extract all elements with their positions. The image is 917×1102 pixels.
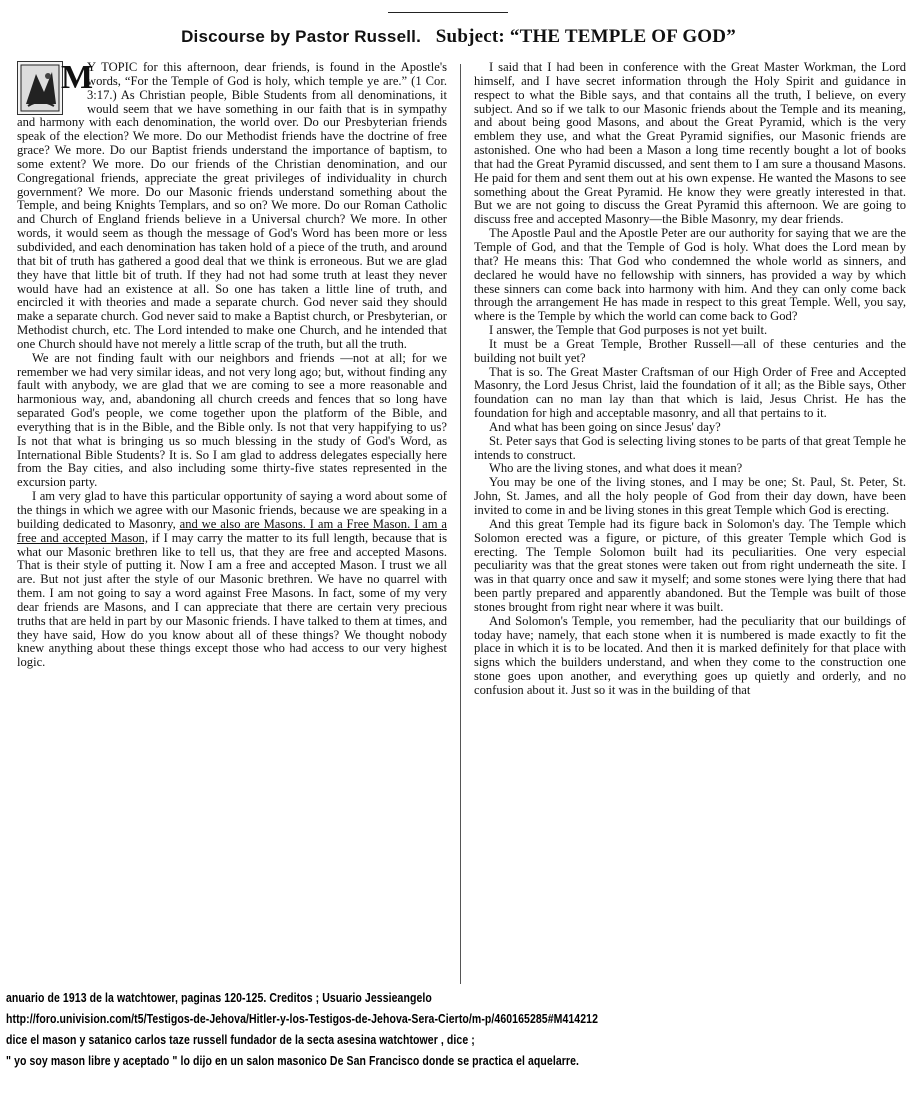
caption-comment: dice el mason y satanico carlos taze russell fundador de la secta asesina watchtower , dice ;: [6, 1033, 475, 1047]
paragraph: And Solomon's Temple, you remember, had the peculiarity that our buildings of today have; namely, that each stone when it is numbered is made exactly to fit the place in which it is to be located. And then it is marked definitely for that place with signs which the builders understand, and when they come to the construction one stone goes upon another, and everything goes up quietly and orderly, and no confusion about it. Just so it was in the building of that: [474, 613, 906, 697]
column-divider: [460, 64, 461, 984]
article-title: [0, 26, 917, 48]
paragraph: [17, 490, 447, 670]
paragraph: And what has been going on since Jesus' day?: [489, 419, 721, 434]
discourse-heading: Discourse by Pastor Russell.: [181, 27, 421, 46]
caption-url[interactable]: http://foro.univision.com/t5/Testigos-de-Jehova/Hitler-y-los-Testigos-de-Jehova-Sera-Cierto/m-p/460165285#M414212: [6, 1012, 599, 1026]
paragraph: You may be one of the living stones, and I may be one; St. Paul, St. Peter, St. John, St. James, and all the holy people of God from their day down, have been invited to come in and be living stones in this great Temple which God is erecting.: [474, 475, 906, 517]
right-column: [474, 61, 906, 698]
underlined-quote: and we also are Masons. I am a Free Mason. I am a free and accepted Mason,: [17, 516, 447, 545]
paragraph: The Apostle Paul and the Apostle Peter are our authority for saying that we are the Temple of God, and that the Temple of God is holy. What does the Lord mean by that? He means this: That God who condemned the whole world as sinners, and declared he would have no fellowship with sinners, has provided a way by which these sinners can come back into harmony with him. And they can only come back through the arrangement He has made in respect to this great Temple. Well, you say, where is the Temple by which the world can come back to God?: [474, 226, 906, 324]
text-run: I am very glad to have this particular opportunity of saying a word about some of the things in which we agree with our Masonic friends, because we are speaking in a building dedicated to Masonry,: [17, 489, 447, 531]
caption-source: anuario de 1913 de la watchtower, paginas 120-125. Creditos ; Usuario Jessieangelo: [6, 991, 432, 1005]
drop-cap: [17, 59, 94, 115]
paragraph: Y TOPIC for this afternoon, dear friends, is found in the Apostle's words, “For the Temple of God is holy, which temple ye are.” (1 Cor. 3:17.) As Christian people, Bible Students from all denominations, it would seem that we have something in our faith that is in sympathy and harmony with each denomination, the world over. Do our Presbyterian friends speak of the election? We more. Do our Methodist friends have the doctrine of free grace? We more. Do our Baptist friends understand the importance of baptism, to some extent? We more. Do our friends of the Christian denomination, and our Congregational friends, appreciate the great privileges of individuality in church government? We more. Do our Masonic friends understand something about the Temple, and being Knights Templars, and so on? We more. Do our Roman Catholic and Church of England friends believe in a Universal church? We more. In other words, it would seem as though the message of God's Word has been more or less subdivided, and each denomination has taken hold of a piece of the truth, and around that bit of truth has gathered a good deal that we think is erroneous. But we are glad they have that little bit of truth. If they had not had some truth at least they never would have had an existence at all. So one has taken a little line of truth, and encircled it with theories and made a separate church. God never said they should make a separate church. God never said to make a Baptist church, or Presbyterian, or Methodist church, etc. The Lord intended to make one Church, and he intended that one Church should have not merely a little scrap of the truth, but all the truth.: [17, 60, 447, 351]
paragraph: We are not finding fault with our neighbors and friends —not at all; for we remember we had very similar ideas, and not very long ago; but, without finding any fault with anybody, we are glad that we are coming to see a more reasonable and harmonious way, and, abandoning all church creeds and fences that so long have separated God's people, we come together upon the platform of the Bible, and everything that is in the Bible, and the Bible only. Is not that very happifying to us? Is not that what is bringing us so much blessing in the study of God's Word, as International Bible Students? It is. So I am glad to address delegates especially here from the Bay cities, and also including some thirty-five states represented in the excursion party.: [17, 350, 447, 490]
paragraph: And this great Temple had its figure back in Solomon's day. The Temple which Solomon erected was a figure, or picture, of this greater Temple which God is erecting. The Temple Solomon built had its peculiarities. One very especial peculiarity was that the great stones were taken out from right underneath the site. I was in that quarry once and saw it myself; and some stones were lying there that had been partly prepared and apparently abandoned. But the Temple was built of those stones brought from right near where it was built.: [474, 516, 906, 614]
drop-cap-letter: M: [61, 59, 94, 96]
caption-quote: " yo soy mason libre y aceptado " lo dijo en un salon masonico De San Francisco donde se practica el aquelarre.: [6, 1054, 580, 1068]
paragraph: I said that I had been in conference with the Great Master Workman, the Lord himself, and I have secret information through the Holy Spirit and guidance in respect to what the Bible says, and that contains all the truth, I believe, on every subject. And so if we talk to our Masonic friends about the Temple and its meaning, and about being good Masons, and about the Great Pyramid, which is the very emblem they use, and what the Great Pyramid signifies, our Masonic friends are astonished. One who had been a Mason a long time recently bought a lot of books that had the Great Pyramid discussed, and sent them to I am sure a thousand Masons. He paid for them and sent them out at his own expense. He wanted the Masons to see something about the Great Pyramid. He know they were greatly interested in that. But we are not going to discuss the Great Pyramid this afternoon. We are going to discuss free and accepted Masonry—the Bible Masonry, my dear friends.: [474, 60, 906, 227]
subject-heading: Subject: “THE TEMPLE OF GOD”: [435, 26, 736, 47]
top-rule: [388, 12, 508, 13]
paragraph: It must be a Great Temple, Brother Russell—all of these centuries and the building not built yet?: [474, 336, 906, 365]
paragraph: Who are the living stones, and what does it mean?: [489, 461, 743, 476]
left-column: [17, 61, 447, 670]
drop-cap-ornament: [17, 61, 63, 115]
text-run: if I may carry the matter to its full length, because that is what our Masonic brethren like to tell us, that they are free and accepted Masons. That is their style of putting it. Now I am a free and accepted Mason. I trust we all are. But not just after the style of our Masonic brethren. We have no quarrel with them. I am not going to say a word against Free Masons. In fact, some of my very dear friends are Masons, and I can appreciate that there are certain very precious truths that are held in part by our Masonic friends. I have talked to them at times, and they have said, How do you know about all of these things? We thought nobody knew anything about these things except those who had access to our very highest logic.: [17, 530, 448, 670]
paragraph: That is so. The Great Master Craftsman of our High Order of Free and Accepted Masonry, the Lord Jesus Christ, laid the foundation of it all; as the Bible says, Other foundation can no man lay than that which is laid, Jesus Christ. He has the foundation for high and acceptable masonry, and all that pertains to it.: [474, 364, 906, 421]
paragraph: I answer, the Temple that God purposes is not yet built.: [489, 323, 768, 338]
paragraph: St. Peter says that God is selecting living stones to be parts of that great Temple he intends to construct.: [474, 433, 906, 462]
